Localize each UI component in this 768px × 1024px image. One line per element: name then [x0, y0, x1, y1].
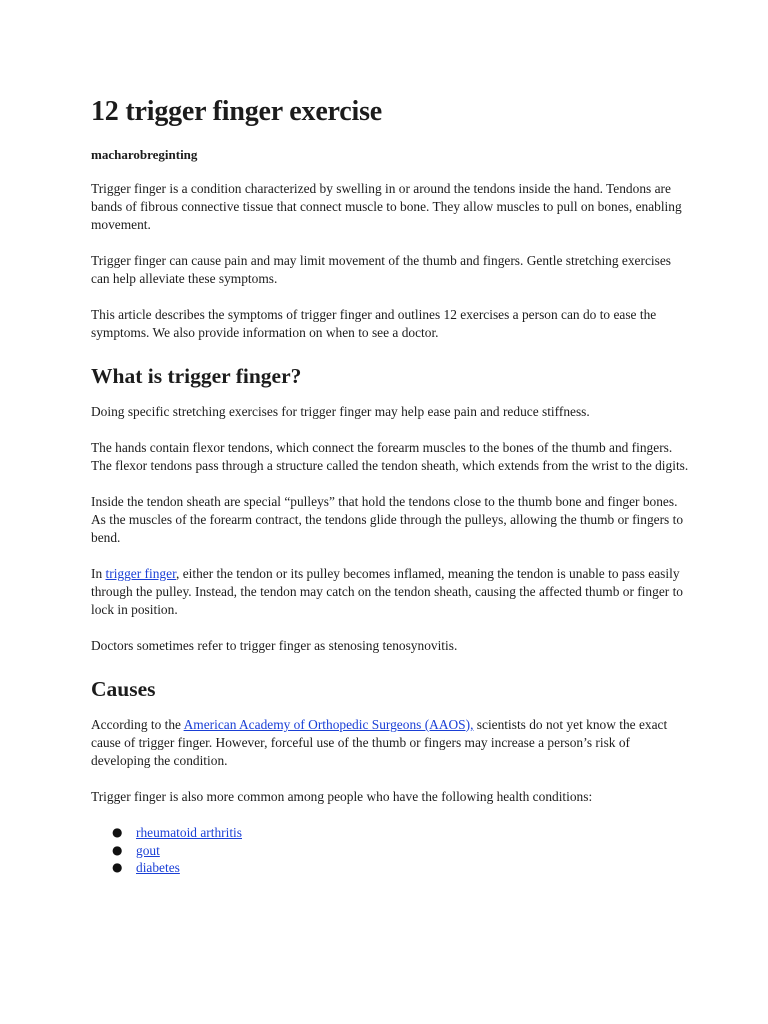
what-is-paragraph-4 — [91, 565, 691, 619]
condition-link-diabetes[interactable]: diabetes — [136, 860, 180, 875]
section-heading-what-is: What is trigger finger? — [91, 364, 302, 388]
list-item — [91, 859, 691, 877]
paragraph-text: scientists do not yet know the exact cause of trigger finger. However, forceful use of the thumb or fingers may increase a person’s risk of developing the condition. — [91, 717, 668, 768]
causes-paragraph-2: Trigger finger is also more common among people who have the following health conditions: — [91, 789, 593, 804]
list-item — [91, 842, 691, 860]
causes-paragraph-1 — [91, 716, 691, 770]
paragraph-text: According to the — [91, 717, 184, 732]
author-name: macharobreginting — [91, 147, 198, 162]
bullet-icon: ● — [112, 860, 123, 874]
what-is-paragraph-3: Inside the tendon sheath are special “pulleys” that hold the tendons close to the thumb bone and finger bones. As the muscles of the forearm contract, the tendons glide through the pulleys, allowing the thumb or fingers to bend. — [91, 494, 684, 545]
intro-paragraph-2: Trigger finger can cause pain and may limit movement of the thumb and fingers. Gentle stretching exercises can help alleviate these symptoms. — [91, 253, 671, 286]
what-is-paragraph-1: Doing specific stretching exercises for trigger finger may help ease pain and reduce stiffness. — [91, 404, 590, 419]
article-body — [91, 92, 691, 877]
paragraph-text: , either the tendon or its pulley becomes inflamed, meaning the tendon is unable to pass easily through the pulley. Instead, the tendon may catch on the tendon sheath, causing the affected thumb or finger to lock in position. — [91, 566, 683, 617]
what-is-paragraph-5: Doctors sometimes refer to trigger finger as stenosing tenosynovitis. — [91, 638, 458, 653]
section-heading-causes: Causes — [91, 677, 156, 701]
what-is-paragraph-2: The hands contain flexor tendons, which connect the forearm muscles to the bones of the thumb and fingers. The flexor tendons pass through a structure called the tendon sheath, which extends from the wrist to the digits. — [91, 440, 689, 473]
intro-paragraph-3: This article describes the symptoms of trigger finger and outlines 12 exercises a person can do to ease the symptoms. We also provide information on when to see a doctor. — [91, 307, 657, 340]
aaos-link[interactable]: American Academy of Orthopedic Surgeons (AAOS), — [183, 717, 474, 732]
conditions-list — [91, 824, 691, 877]
bullet-icon: ● — [112, 825, 123, 839]
list-item — [91, 824, 691, 842]
intro-paragraph-1: Trigger finger is a condition characterized by swelling in or around the tendons inside the hand. Tendons are bands of fibrous connective tissue that connect muscle to bone. They allow muscles to pull on bones, enabling movement. — [91, 181, 682, 232]
bullet-icon: ● — [112, 842, 123, 857]
paragraph-text: In — [91, 566, 106, 581]
condition-link-rheumatoid-arthritis[interactable]: rheumatoid arthritis — [136, 825, 242, 840]
trigger-finger-link[interactable]: trigger finger — [105, 566, 176, 581]
article-title: 12 trigger finger exercise — [91, 96, 383, 127]
condition-link-gout[interactable]: gout — [136, 842, 160, 858]
